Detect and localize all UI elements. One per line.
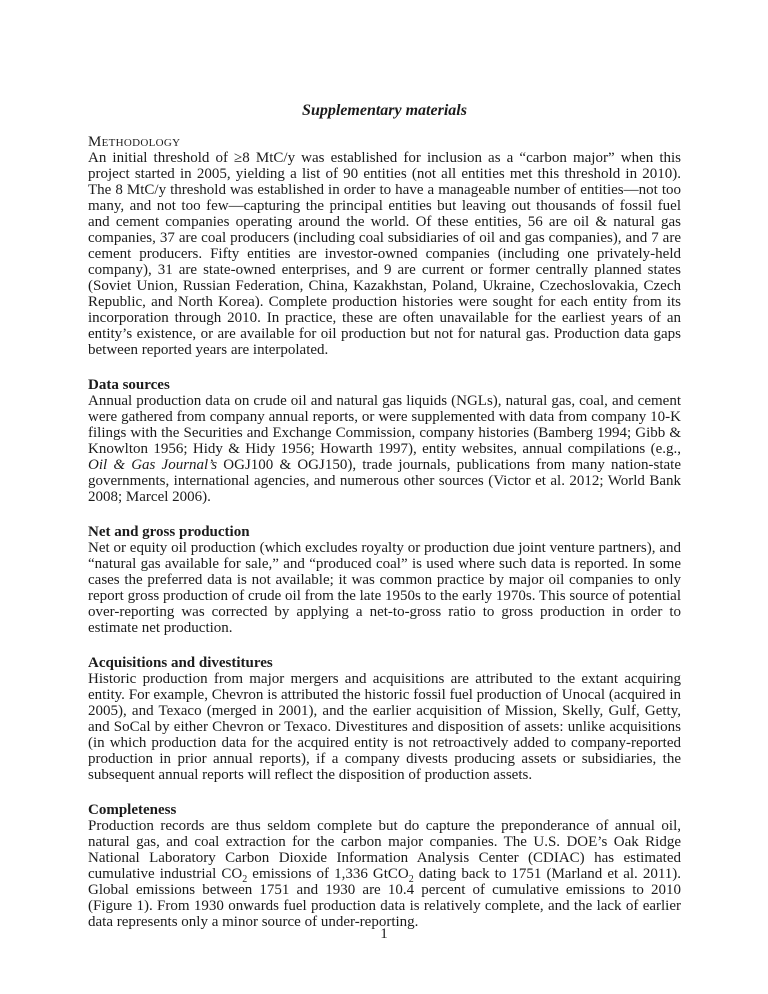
section-acquisitions-divestitures <box>88 655 681 783</box>
section-paragraph-data-sources: Annual production data on crude oil and natural gas liquids (NGLs), natural gas, coal, and cement were gathered from company annual reports, or were supplemented with data from company 10-K filings with the Securities and Exchange Commission, company histories (Bamberg 1994; Gibb & Knowlton 1956; Hidy & Hidy 1956; Howarth 1997), entity websites, annual compilations (e.g., Oil & Gas Journal’s OGJ100 & OGJ150), trade journals, publications from many nation-state governments, international agencies, and numerous other sources (Victor et al. 2012; World Bank 2008; Marcel 2006). <box>88 393 681 505</box>
section-data-sources <box>88 377 681 505</box>
section-heading-data-sources: Data sources <box>88 377 170 393</box>
section-methodology <box>88 134 681 358</box>
section-heading-net-gross-production: Net and gross production <box>88 524 250 540</box>
section-paragraph-methodology: An initial threshold of ≥8 MtC/y was established for inclusion as a “carbon major” when this project started in 2005, yielding a list of 90 entities (not all entities met this threshold in 2010). The 8 MtC/y threshold was established in order to have a manageable number of entities—not too many, and not too few—capturing the principal entities but leaving out thousands of fossil fuel and cement companies operating around the world. Of these entities, 56 are oil & natural gas companies, 37 are coal producers (including coal subsidiaries of oil and gas companies), and 7 are cement producers. Fifty entities are investor-owned companies (including one privately-held company), 31 are state-owned enterprises, and 9 are current or former centrally planned states (Soviet Union, Russian Federation, China, Kazakhstan, Poland, Ukraine, Czechoslovakia, Czech Republic, and North Korea). Complete production histories were sought for each entity from its incorporation through 2010. In practice, these are often unavailable for the earliest years of an entity’s existence, or are available for oil production but not for natural gas. Production data gaps between reported years are interpolated. <box>88 150 681 358</box>
section-completeness <box>88 802 681 930</box>
section-heading-methodology: Methodology <box>88 134 181 150</box>
section-paragraph-acquisitions-divestitures: Historic production from major mergers and acquisitions are attributed to the extant acquiring entity. For example, Chevron is attributed the historic fossil fuel production of Unocal (acquired in 2005), and Texaco (merged in 2001), and the earlier acquisition of Mission, Skelly, Gulf, Getty, and SoCal by either Chevron or Texaco. Divestitures and disposition of assets: unlike acquisitions (in which production data for the acquired entity is not retroactively added to company-reported production in prior annual reports), if a company divests producing assets or subsidiaries, the subsequent annual reports will reflect the disposition of production assets. <box>88 671 681 783</box>
section-heading-acquisitions-divestitures: Acquisitions and divestitures <box>88 655 273 671</box>
page-title: Supplementary materials <box>302 102 467 119</box>
section-paragraph-completeness: Production records are thus seldom complete but do capture the preponderance of annual oil, natural gas, and coal extraction for the carbon major companies. The U.S. DOE’s Oak Ridge National Laboratory Carbon Dioxide Information Analysis Center (CDIAC) has estimated cumulative industrial $CO_2$ emissions of 1,336 GtCO$_2$ dating back to 1751 (Marland et al. 2011). Global emissions between 1751 and 1930 are 10.4 percent of cumulative emissions to 2010 (Figure 1). From 1930 onwards fuel production data is relatively complete, and the lack of earlier data represents only a minor source of under-reporting. <box>88 818 682 930</box>
section-net-gross-production <box>88 524 681 636</box>
section-heading-completeness: Completeness <box>88 802 177 818</box>
page-number: 1 <box>380 926 388 942</box>
section-paragraph-net-gross-production: Net or equity oil production (which excludes royalty or production due joint venture partners), and “natural gas available for sale,” and “produced coal” is used where such data is reported. In some cases the preferred data is not available; it was common practice by major oil companies to only report gross production of crude oil from the late 1950s to the early 1970s. This source of potential over-reporting was corrected by applying a net-to-gross ratio to gross production in order to estimate net production. <box>88 540 681 636</box>
